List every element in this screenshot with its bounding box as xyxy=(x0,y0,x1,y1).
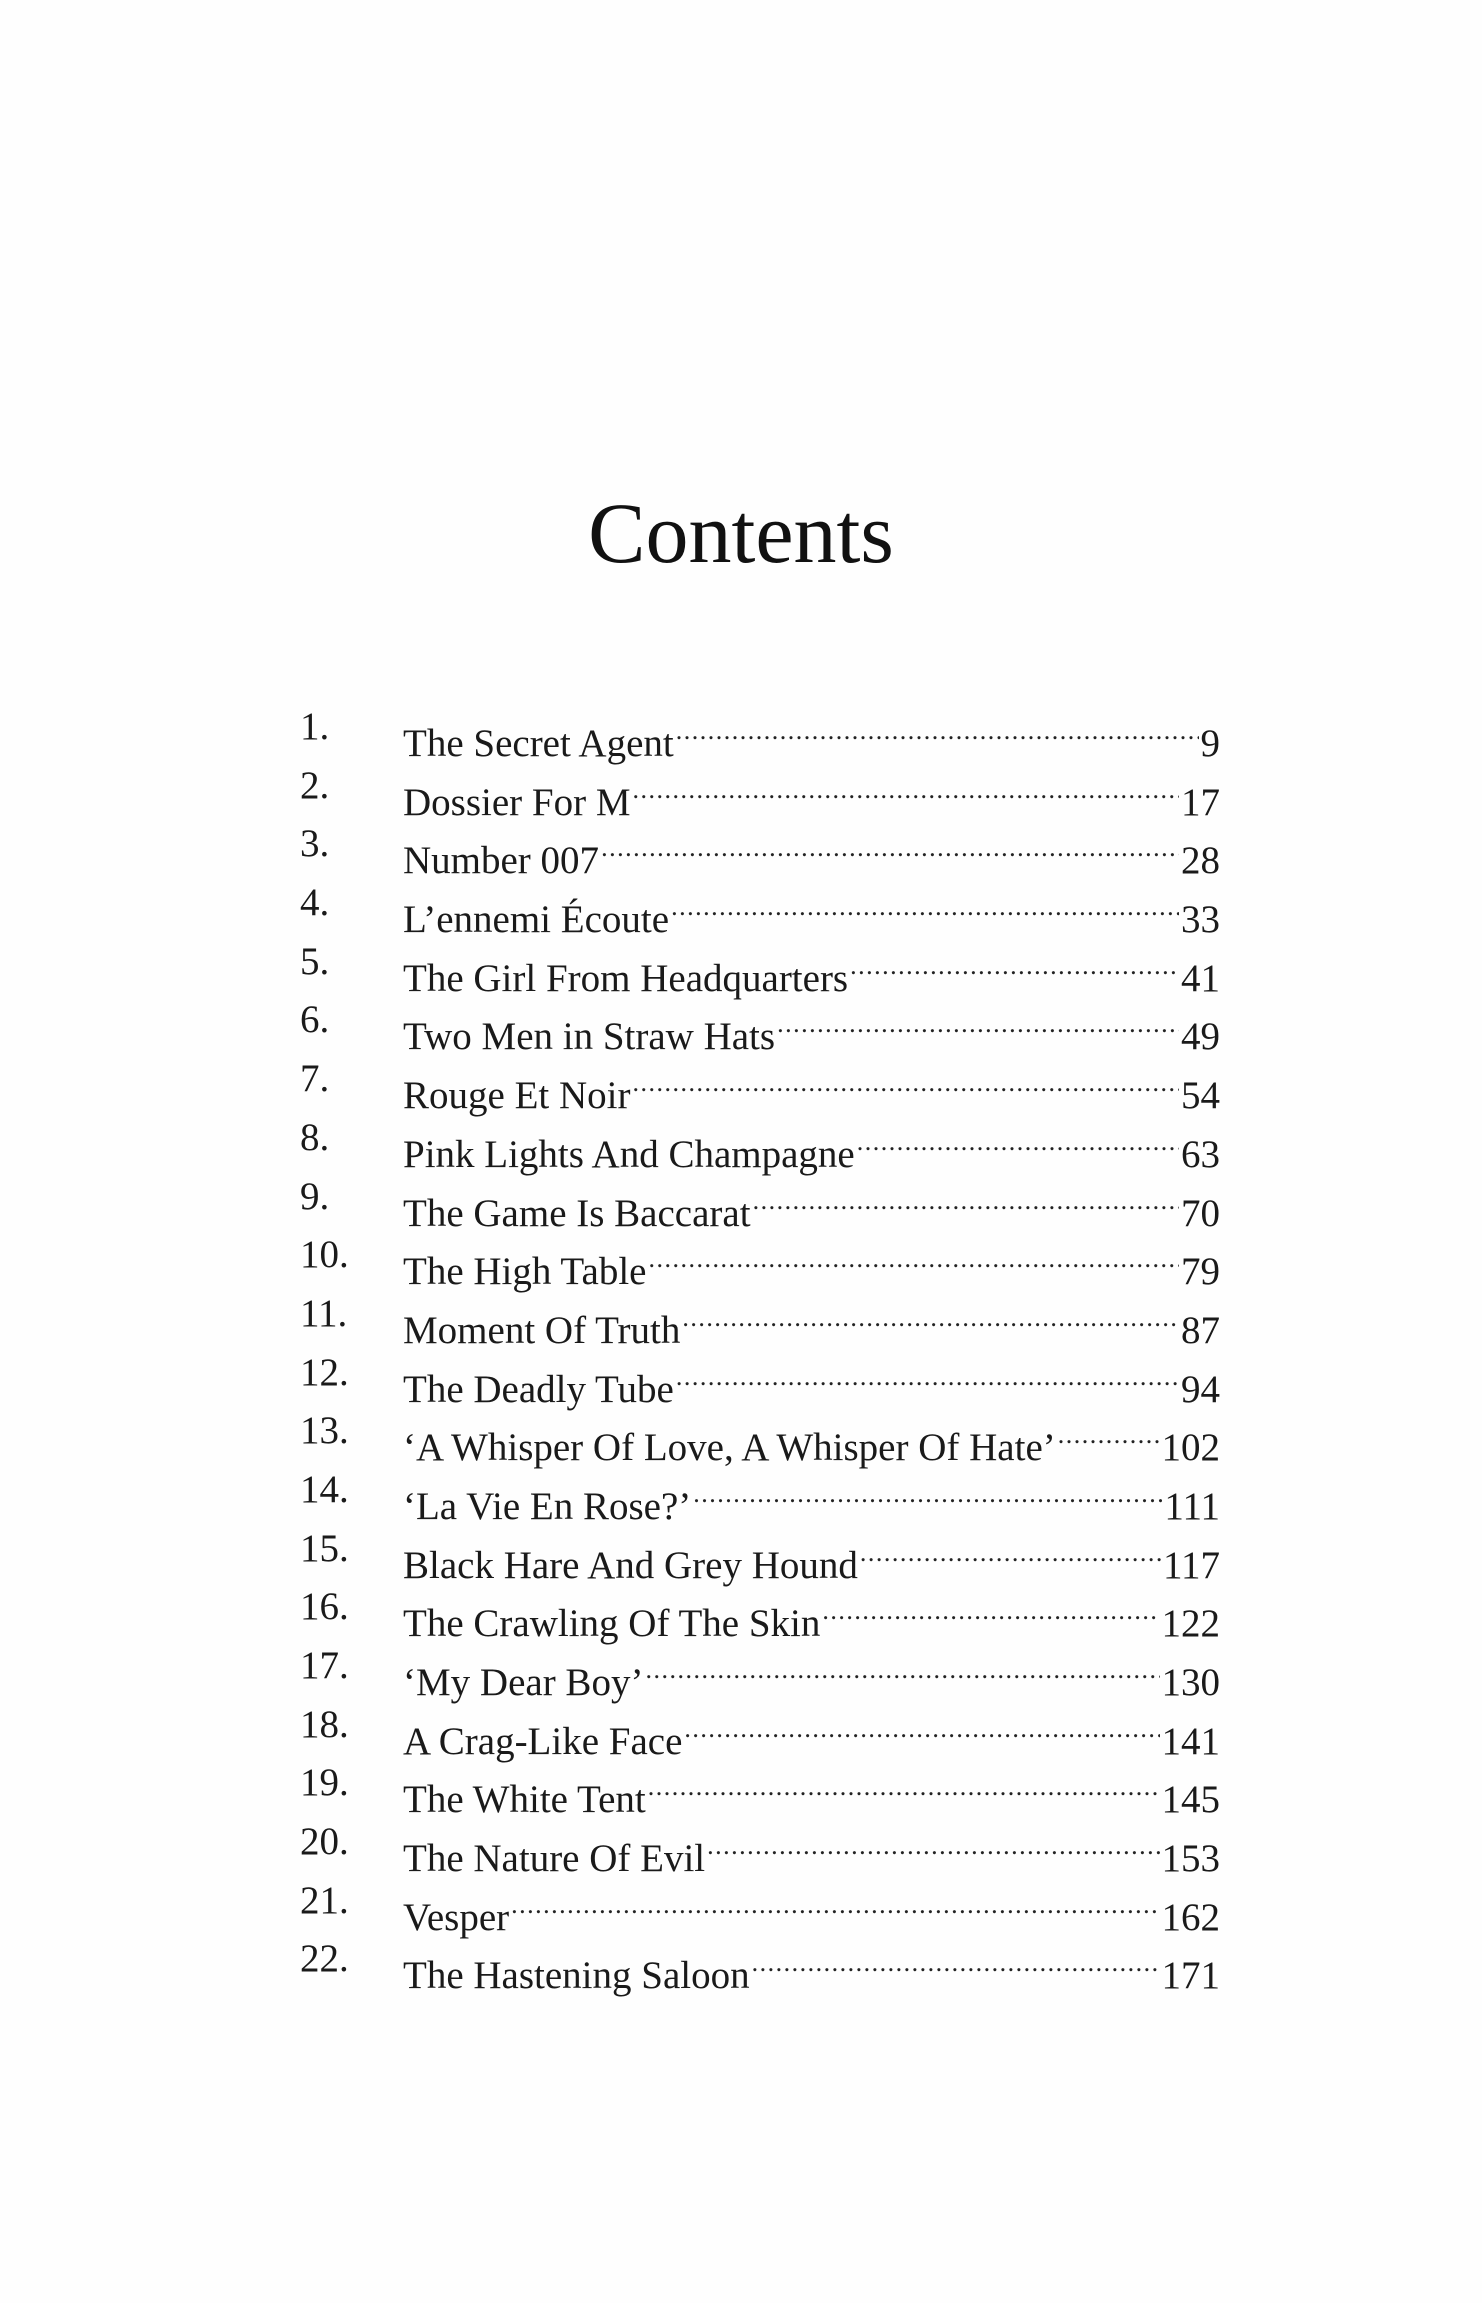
chapter-number: 18. xyxy=(300,1702,349,1746)
chapter-number: 7. xyxy=(300,1057,330,1101)
chapter-page-number: 94 xyxy=(1181,1367,1220,1411)
chapter-title: Black Hare And Grey Hound xyxy=(403,1543,858,1587)
chapter-number: 16. xyxy=(300,1585,349,1629)
chapter-title: Moment Of Truth xyxy=(403,1308,681,1352)
toc-entry xyxy=(300,1872,1220,1939)
chapter-number: 17. xyxy=(300,1644,349,1687)
chapter-title: Dossier For M xyxy=(403,780,631,824)
toc-entry xyxy=(300,1696,1220,1763)
chapter-number: 8. xyxy=(300,1115,330,1159)
toc-entry xyxy=(300,1637,1220,1704)
dot-leader xyxy=(777,991,1179,1049)
chapter-title: The Crawling Of The Skin xyxy=(403,1602,821,1646)
chapter-page-number: 33 xyxy=(1181,898,1220,942)
dot-leader xyxy=(645,1637,1159,1695)
chapter-title: The Deadly Tube xyxy=(403,1367,674,1411)
dot-leader xyxy=(676,698,1199,756)
page-title: Contents xyxy=(588,485,894,581)
chapter-title: ‘My Dear Boy’ xyxy=(403,1661,644,1704)
toc-entry xyxy=(300,991,1220,1059)
chapter-title: ‘A Whisper Of Love, A Whisper Of Hate’ xyxy=(403,1426,1056,1470)
chapter-title: The Hastening Saloon xyxy=(403,1954,750,1998)
dot-leader xyxy=(752,1930,1160,1988)
chapter-number: 14. xyxy=(300,1467,349,1511)
dot-leader xyxy=(601,815,1179,873)
chapter-title: The Girl From Headquarters xyxy=(403,956,849,1000)
chapter-title: Rouge Et Noir xyxy=(403,1074,631,1118)
toc-entry xyxy=(300,1050,1220,1118)
chapter-page-number: 17 xyxy=(1181,780,1220,824)
chapter-number: 2. xyxy=(300,763,330,807)
chapter-number: 12. xyxy=(300,1350,349,1394)
dot-leader xyxy=(632,1050,1179,1108)
chapter-page-number: 111 xyxy=(1164,1484,1220,1528)
toc-entry xyxy=(300,1813,1220,1881)
chapter-number: 1. xyxy=(300,705,330,748)
toc-entry xyxy=(300,1578,1220,1646)
chapter-page-number: 141 xyxy=(1161,1719,1220,1763)
toc-entry xyxy=(300,1402,1220,1470)
toc-entry xyxy=(300,1930,1220,1998)
chapter-page-number: 130 xyxy=(1161,1661,1220,1704)
dot-leader xyxy=(822,1578,1159,1636)
chapter-title: L’ennemi Écoute xyxy=(403,898,670,942)
toc-entry xyxy=(300,1754,1220,1822)
dot-leader xyxy=(753,1168,1179,1226)
chapter-number: 4. xyxy=(300,881,330,925)
chapter-number: 6. xyxy=(300,998,330,1042)
chapter-page-number: 63 xyxy=(1181,1132,1220,1176)
chapter-number: 15. xyxy=(300,1526,349,1570)
toc-entry xyxy=(300,933,1220,1000)
toc-entry xyxy=(300,1461,1220,1528)
chapter-title: Two Men in Straw Hats xyxy=(403,1015,776,1059)
dot-leader xyxy=(857,1109,1179,1167)
toc-entry xyxy=(300,757,1220,824)
toc-entry xyxy=(300,1520,1220,1587)
chapter-number: 19. xyxy=(300,1761,349,1805)
chapter-number: 13. xyxy=(300,1409,349,1453)
chapter-number: 3. xyxy=(300,822,330,866)
dot-leader xyxy=(682,1285,1179,1343)
dot-leader xyxy=(684,1696,1159,1754)
chapter-line xyxy=(403,1930,1220,2005)
chapter-page-number: 54 xyxy=(1181,1074,1220,1118)
chapter-page-number: 79 xyxy=(1181,1250,1220,1294)
table-of-contents xyxy=(300,698,1220,1998)
chapter-title: Pink Lights And Champagne xyxy=(403,1132,855,1176)
chapter-page-number: 145 xyxy=(1161,1778,1220,1822)
chapter-title: The Secret Agent xyxy=(403,722,674,765)
dot-leader xyxy=(860,1520,1161,1578)
chapter-page-number: 153 xyxy=(1161,1837,1220,1881)
chapter-title: The Nature Of Evil xyxy=(403,1837,706,1881)
toc-entry xyxy=(300,1285,1220,1352)
chapter-title: Number 007 xyxy=(403,839,600,883)
chapter-title: Vesper xyxy=(403,1895,510,1939)
dot-leader xyxy=(511,1872,1159,1930)
dot-leader xyxy=(676,1344,1179,1402)
chapter-number: 20. xyxy=(300,1820,349,1864)
chapter-page-number: 122 xyxy=(1161,1602,1220,1646)
toc-entry xyxy=(300,1344,1220,1411)
dot-leader xyxy=(693,1461,1162,1519)
toc-entry xyxy=(300,698,1220,765)
chapter-title: The Game Is Baccarat xyxy=(403,1191,751,1235)
chapter-number: 5. xyxy=(300,939,330,983)
chapter-page-number: 162 xyxy=(1161,1895,1220,1939)
chapter-page-number: 41 xyxy=(1181,956,1220,1000)
dot-leader xyxy=(633,757,1179,815)
toc-entry xyxy=(300,1109,1220,1176)
dot-leader xyxy=(707,1813,1159,1871)
toc-entry xyxy=(300,815,1220,883)
dot-leader xyxy=(648,1226,1179,1284)
chapter-page-number: 28 xyxy=(1181,839,1220,883)
toc-entry xyxy=(300,874,1220,942)
chapter-page-number: 49 xyxy=(1181,1015,1220,1059)
chapter-number: 11. xyxy=(300,1291,348,1335)
chapter-title: A Crag-Like Face xyxy=(403,1719,683,1763)
chapter-number: 22. xyxy=(300,1937,349,1981)
dot-leader xyxy=(850,933,1179,991)
chapter-title: The High Table xyxy=(403,1250,647,1294)
chapter-title: The White Tent xyxy=(403,1778,646,1822)
toc-entry xyxy=(300,1226,1220,1294)
dot-leader xyxy=(648,1754,1160,1812)
dot-leader xyxy=(1058,1402,1160,1460)
chapter-number: 10. xyxy=(300,1233,349,1277)
chapter-page-number: 171 xyxy=(1161,1954,1220,1998)
chapter-page-number: 9 xyxy=(1200,722,1220,765)
chapter-page-number: 87 xyxy=(1181,1308,1220,1352)
chapter-page-number: 102 xyxy=(1161,1426,1220,1470)
dot-leader xyxy=(671,874,1179,932)
chapter-number: 21. xyxy=(300,1878,349,1922)
chapter-title: ‘La Vie En Rose?’ xyxy=(403,1484,692,1528)
chapter-page-number: 117 xyxy=(1162,1543,1220,1587)
chapter-page-number: 70 xyxy=(1181,1191,1220,1235)
chapter-number: 9. xyxy=(300,1174,330,1218)
toc-entry xyxy=(300,1168,1220,1235)
